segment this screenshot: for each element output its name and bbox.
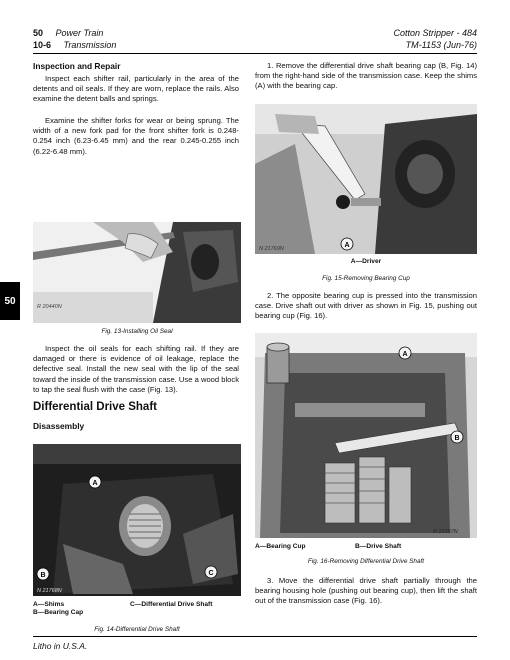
fig14-legend-c: C—Differential Drive Shaft: [130, 601, 213, 608]
fig16-legend-a: A—Bearing Cup: [255, 543, 306, 550]
heading-differential-drive-shaft: Differential Drive Shaft: [33, 401, 157, 413]
fig16-label-a: A: [402, 351, 408, 358]
header-left: [33, 28, 103, 39]
product-title: Cotton Stripper - 484: [393, 28, 477, 38]
fig14-photo: [33, 444, 241, 596]
fig15-legend: A—Driver: [350, 258, 382, 265]
step-2-text: 2. The opposite bearing cup is pressed into the transmission case. Drive shaft out with driver as shown in Fig. 15, pushing out bearing cup (Fig. 16).: [255, 291, 477, 321]
fig16-photo: [255, 333, 477, 538]
footer-rule: [33, 636, 477, 637]
fig16-code: N 21557N: [433, 529, 458, 535]
fig15-caption: Fig. 15-Removing Bearing Cup: [322, 275, 410, 282]
fig14-caption: Fig. 14-Differential Drive Shaft: [94, 626, 180, 633]
heading-disassembly: Disassembly: [33, 421, 85, 431]
para-inspect-rails: Inspect each shifter rail, particularly in the area of the detents and oil seals. If they are worn, replace the rails. Also examine the detent balls and springs.: [33, 74, 239, 104]
header-left-sub: [33, 40, 116, 51]
sub-number: 10-6: [33, 40, 52, 50]
step-3-text: 3. Move the differential drive shaft partially through the bearing housing hole (pushing out bearing cup), then lift the shaft out of the transmission case (Fig. 16).: [255, 576, 477, 606]
page-number: 50: [33, 28, 44, 38]
manual-number: TM-1153 (Jun-76): [405, 40, 477, 50]
fig14-code: N 21768N: [37, 588, 62, 594]
footer-litho: Litho in U.S.A.: [33, 641, 88, 651]
fig13-code: R 20440N: [37, 304, 62, 310]
header-rule: [33, 53, 477, 54]
subsection-title: Transmission: [63, 40, 117, 50]
fig15-code: N 21769N: [259, 246, 284, 252]
fig16-legend-b: B—Drive Shaft: [355, 543, 402, 550]
fig14-label-c: C: [208, 570, 214, 577]
step-1-text: 1. Remove the differential drive shaft bearing cap (B, Fig. 14) from the right-hand side of the transmission case. Keep the shims (A) with the bearing cap.: [255, 61, 477, 91]
para-shifter-forks: Examine the shifter forks for wear or being sprung. The width of a new fork pad for the front shifter fork is 0.248-0.254 inch (6.23-6.45 mm) and the rear 0.245-0.255 inch (6.22-6.48 mm).: [33, 116, 239, 156]
fig14-label-b: B: [40, 572, 46, 579]
fig14-legend-b: B—Bearing Cap: [33, 609, 84, 616]
para-oil-seals: Inspect the oil seals for each shifting rail. If they are damaged or there is evidence of oil leakage, replace the defective seal. Install the new seal with the lip of the seal toward the inside of the transmission case. Use a wood block to tap the seal flush with the case (Fig. 13).: [33, 344, 239, 394]
fig16-caption: Fig. 16-Removing Differential Drive Shaft: [307, 558, 425, 565]
heading-inspection: Inspection and Repair: [33, 61, 121, 71]
fig15-label-a: A: [344, 242, 350, 249]
fig16-label-b: B: [454, 435, 460, 442]
side-tab: 50: [0, 282, 20, 320]
section-title: Power Train: [55, 28, 104, 38]
fig13-photo: [33, 222, 241, 323]
fig13-caption: Fig. 13-Installing Oil Seal: [101, 328, 173, 335]
fig15-photo: [255, 104, 477, 254]
fig14-legend-a: A—Shims: [33, 601, 65, 608]
fig14-label-a: A: [92, 480, 98, 487]
